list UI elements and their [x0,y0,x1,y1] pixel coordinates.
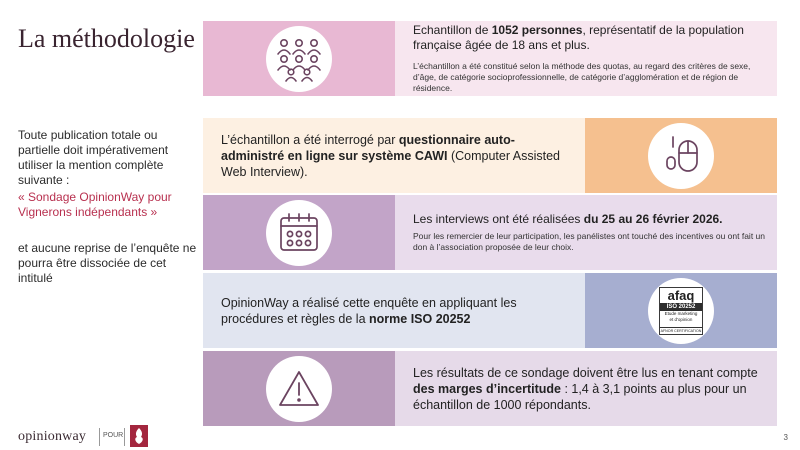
incentives-detail: Pour les remercier de leur participation, les panélistes ont touché des incentives ou ont fait un don à l’association proposée de leur choix. [413,231,766,252]
collection-mode-statement: L’échantillon a été interrogé par questionnaire auto-administré en ligne sur système CAWI (Computer Assisted Web Interview). [221,132,561,179]
uncertainty-margins-statement: Les résultats de ce sondage doivent être lus en tenant compte des marges d’incertitude : 1,4 à 3,1 points au plus pour un échantillon de 1000 répondants. [413,365,758,412]
methodology-row-margins [203,351,777,426]
page-number: 3 [783,433,788,442]
afaq-line3: AFNOR CERTIFICATION [660,329,702,333]
sample-size-statement: Echantillon de 1052 personnes, représentatif de la population française âgée de 18 ans et plus. [413,23,744,52]
footer-pour-label: POUR [103,432,124,439]
methodology-row-sample [203,21,777,96]
opinionway-logo: opinionway [18,429,87,444]
methodology-row-iso [203,273,777,348]
afaq-badge [659,287,703,335]
warning-icon [266,356,332,422]
afaq-brand: afaq [667,288,695,303]
methodology-row-dates [203,195,777,270]
afaq-certification-icon [648,278,714,344]
row-content [413,195,773,270]
iso-standard-statement: OpinionWay a réalisé cette enquête en appliquant les procédures et règles de la norme ISO 20252 [221,295,517,326]
afaq-line1: Etude marketing [664,311,698,316]
row-content [221,273,571,348]
afaq-iso-label: ISO 20252 [660,303,702,311]
row-content [221,118,571,193]
people-group-icon [266,26,332,92]
afaq-line2: et d'opinion [669,316,693,322]
required-mention: « Sondage OpinionWay pour Vignerons indépendants » [18,190,172,219]
row-content [413,351,768,426]
footer-divider [124,428,125,446]
methodology-row-mode [203,118,777,193]
fieldwork-dates-statement: Les interviews ont été réalisées du 25 au 26 février 2026. [413,212,723,226]
quota-method-detail: L’échantillon a été constitué selon la méthode des quotas, au regard des critères de sexe, d’âge, de catégorie socioprofessionnelle, de catégorie d’agglomération et de région de résidence. [413,61,751,93]
page-title: La méthodologie [18,24,195,53]
mouse-icon [648,123,714,189]
footer-divider [99,428,100,446]
calendar-icon [266,200,332,266]
row-content [413,21,773,96]
vignerons-independants-logo [130,425,148,447]
dissociation-notice: et aucune reprise de l’enquête ne pourra être dissociée de cet intitulé [18,241,197,285]
publication-notice: Toute publication totale ou partielle doit impérativement utiliser la mention complète suivante : [18,128,169,187]
